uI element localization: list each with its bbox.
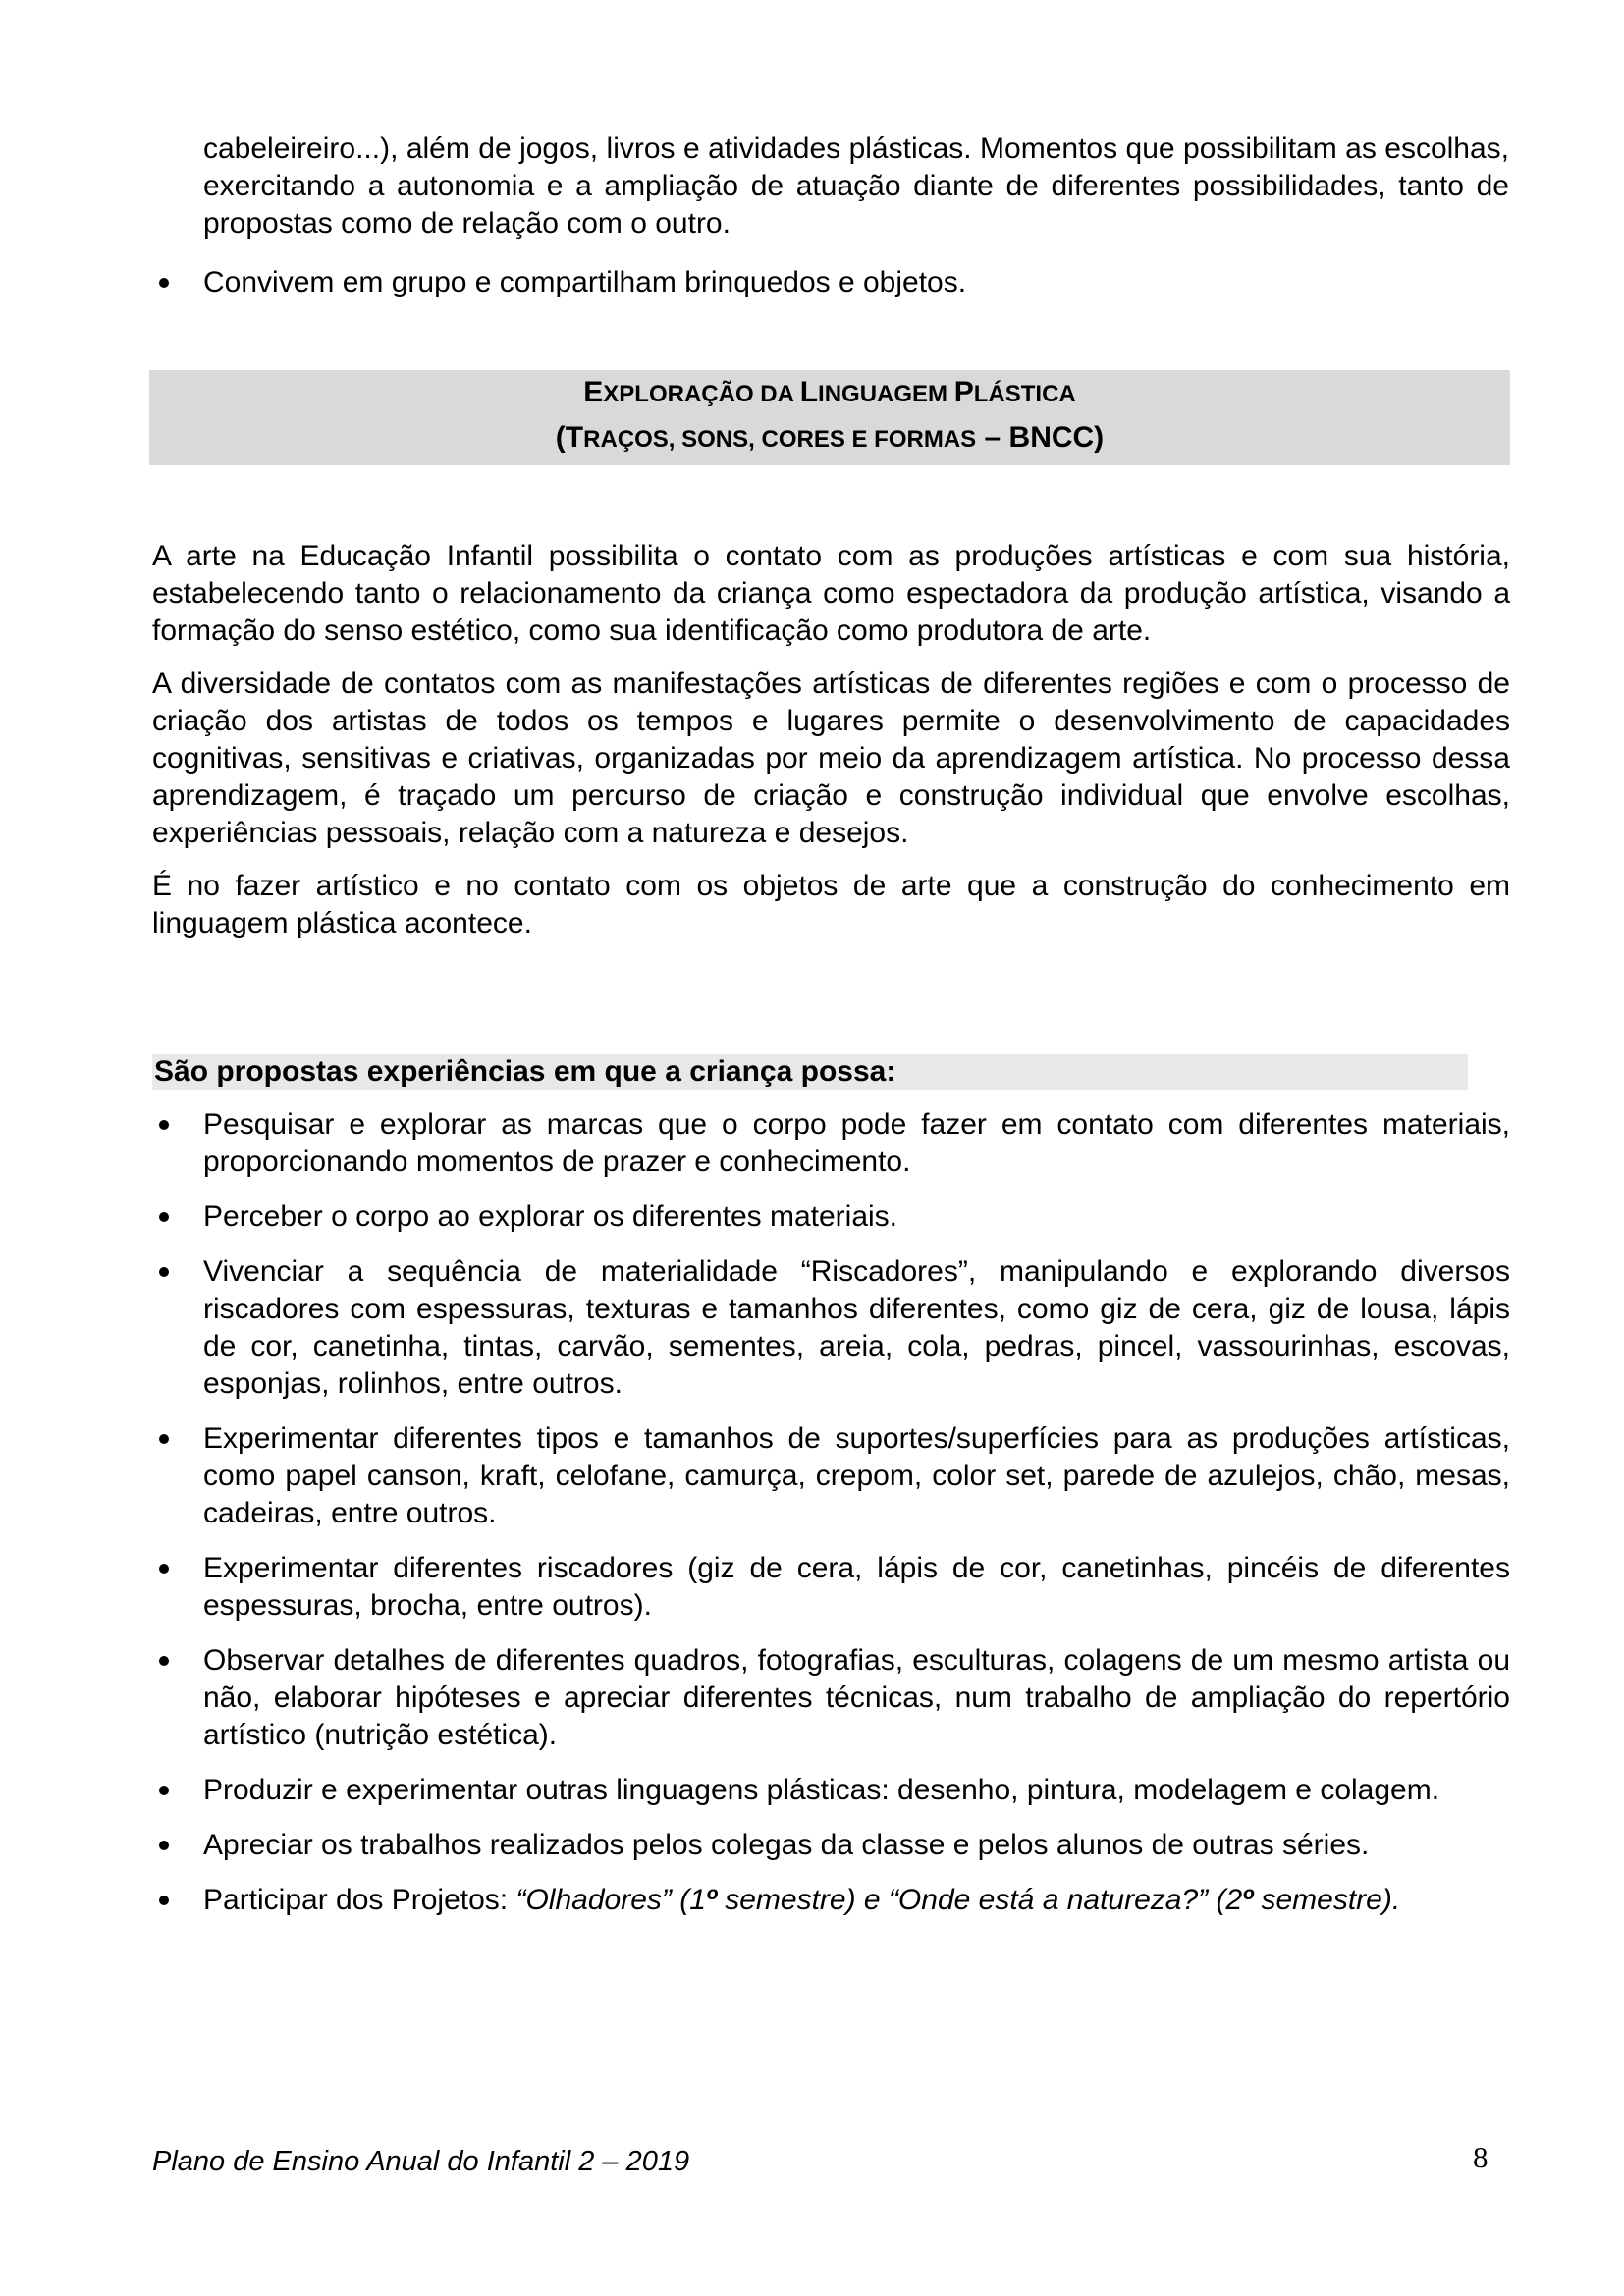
intro-section	[152, 538, 1510, 958]
list-item: Pesquisar e explorar as marcas que o corpo pode fazer em contato com diferentes materiais, proporcionando momentos de prazer e conhecimento.	[203, 1106, 1510, 1181]
intro-paragraph: A diversidade de contatos com as manifestações artísticas de diferentes regiões e com o processo de criação dos artistas de todos os tempos e lugares permite o desenvolvimento de capacidades cognitivas, sensitivas e criativas, organizadas por meio da aprendizagem artística. No processo dessa aprendizagem, é traçado um percurso de criação e construção individual que envolve escolhas, experiências pessoais, relação com a natureza e desejos.	[152, 667, 1510, 849]
bullet-icon	[159, 1212, 169, 1222]
list-item: Produzir e experimentar outras linguagens plásticas: desenho, pintura, modelagem e colagem.	[203, 1772, 1510, 1809]
section-title-line1: EXPLORAÇÃO DA LINGUAGEM PLÁSTICA	[583, 376, 1076, 408]
bullet-icon	[159, 1656, 169, 1666]
bullet-icon	[159, 1786, 169, 1795]
page-number: 8	[1473, 2140, 1489, 2174]
list-item: Perceber o corpo ao explorar os diferentes materiais.	[203, 1199, 1510, 1236]
bullet-icon	[159, 1434, 169, 1444]
proposals-title: São propostas experiências em que a criança possa:	[152, 1054, 1468, 1090]
continuation-bullet-text: Convivem em grupo e compartilham brinquedos e objetos.	[203, 266, 967, 298]
bullet-icon	[159, 1564, 169, 1574]
section-header	[149, 370, 1510, 465]
footer-title: Plano de Ensino Anual do Infantil 2 – 2019	[152, 2146, 690, 2177]
proposals-list	[203, 1106, 1510, 1937]
bullet-icon	[159, 278, 169, 288]
list-item: Participar dos Projetos: “Olhadores” (1º semestre) e “Onde está a natureza?” (2º semestre).	[203, 1882, 1510, 1919]
bullet-icon	[159, 1896, 169, 1905]
continuation-bullet	[203, 264, 1509, 301]
intro-paragraph: A arte na Educação Infantil possibilita o contato com as produções artísticas e com sua história, estabelecendo tanto o relacionamento da criança como espectadora da produção artística, visando a formação do senso estético, como sua identificação como produtora de arte.	[152, 540, 1510, 647]
continuation-paragraph: cabeleireiro...), além de jogos, livros e atividades plásticas. Momentos que possibilitam as escolhas, exercitando a autonomia e a ampliação de atuação diante de diferentes possibilidades, tanto de propostas como de relação com o outro.	[203, 133, 1509, 240]
list-item: Experimentar diferentes riscadores (giz de cera, lápis de cor, canetinhas, pincéis de diferentes espessuras, brocha, entre outros).	[203, 1550, 1510, 1625]
intro-paragraph: É no fazer artístico e no contato com os objetos de arte que a construção do conhecimento em linguagem plástica acontece.	[152, 870, 1510, 939]
project-olhadores: “Olhadores” (1º semestre) e “Onde está a natureza?” (2º semestre).	[515, 1884, 1401, 1916]
bullet-icon	[159, 1267, 169, 1277]
list-item: Apreciar os trabalhos realizados pelos colegas da classe e pelos alunos de outras séries.	[203, 1827, 1510, 1864]
section-title-line2: (TRAÇOS, SONS, CORES E FORMAS – BNCC)	[555, 421, 1105, 454]
list-item: Experimentar diferentes tipos e tamanhos de suportes/superfícies para as produções artísticas, como papel canson, kraft, celofane, camurça, crepom, color set, parede de azulejos, chão, mesas, cadeiras, entre outros.	[203, 1420, 1510, 1532]
list-item: Vivenciar a sequência de materialidade “Riscadores”, manipulando e explorando diversos riscadores com espessuras, texturas e tamanhos diferentes, como giz de cera, giz de lousa, lápis de cor, canetinha, tintas, carvão, sementes, areia, cola, pedras, pincel, vassourinhas, escovas, esponjas, rolinhos, entre outros.	[203, 1254, 1510, 1403]
bullet-icon	[159, 1841, 169, 1850]
bullet-icon	[159, 1120, 169, 1130]
list-item: Observar detalhes de diferentes quadros, fotografias, esculturas, colagens de um mesmo artista ou não, elaborar hipóteses e apreciar diferentes técnicas, num trabalho de ampliação do repertório artístico (nutrição estética).	[203, 1642, 1510, 1754]
